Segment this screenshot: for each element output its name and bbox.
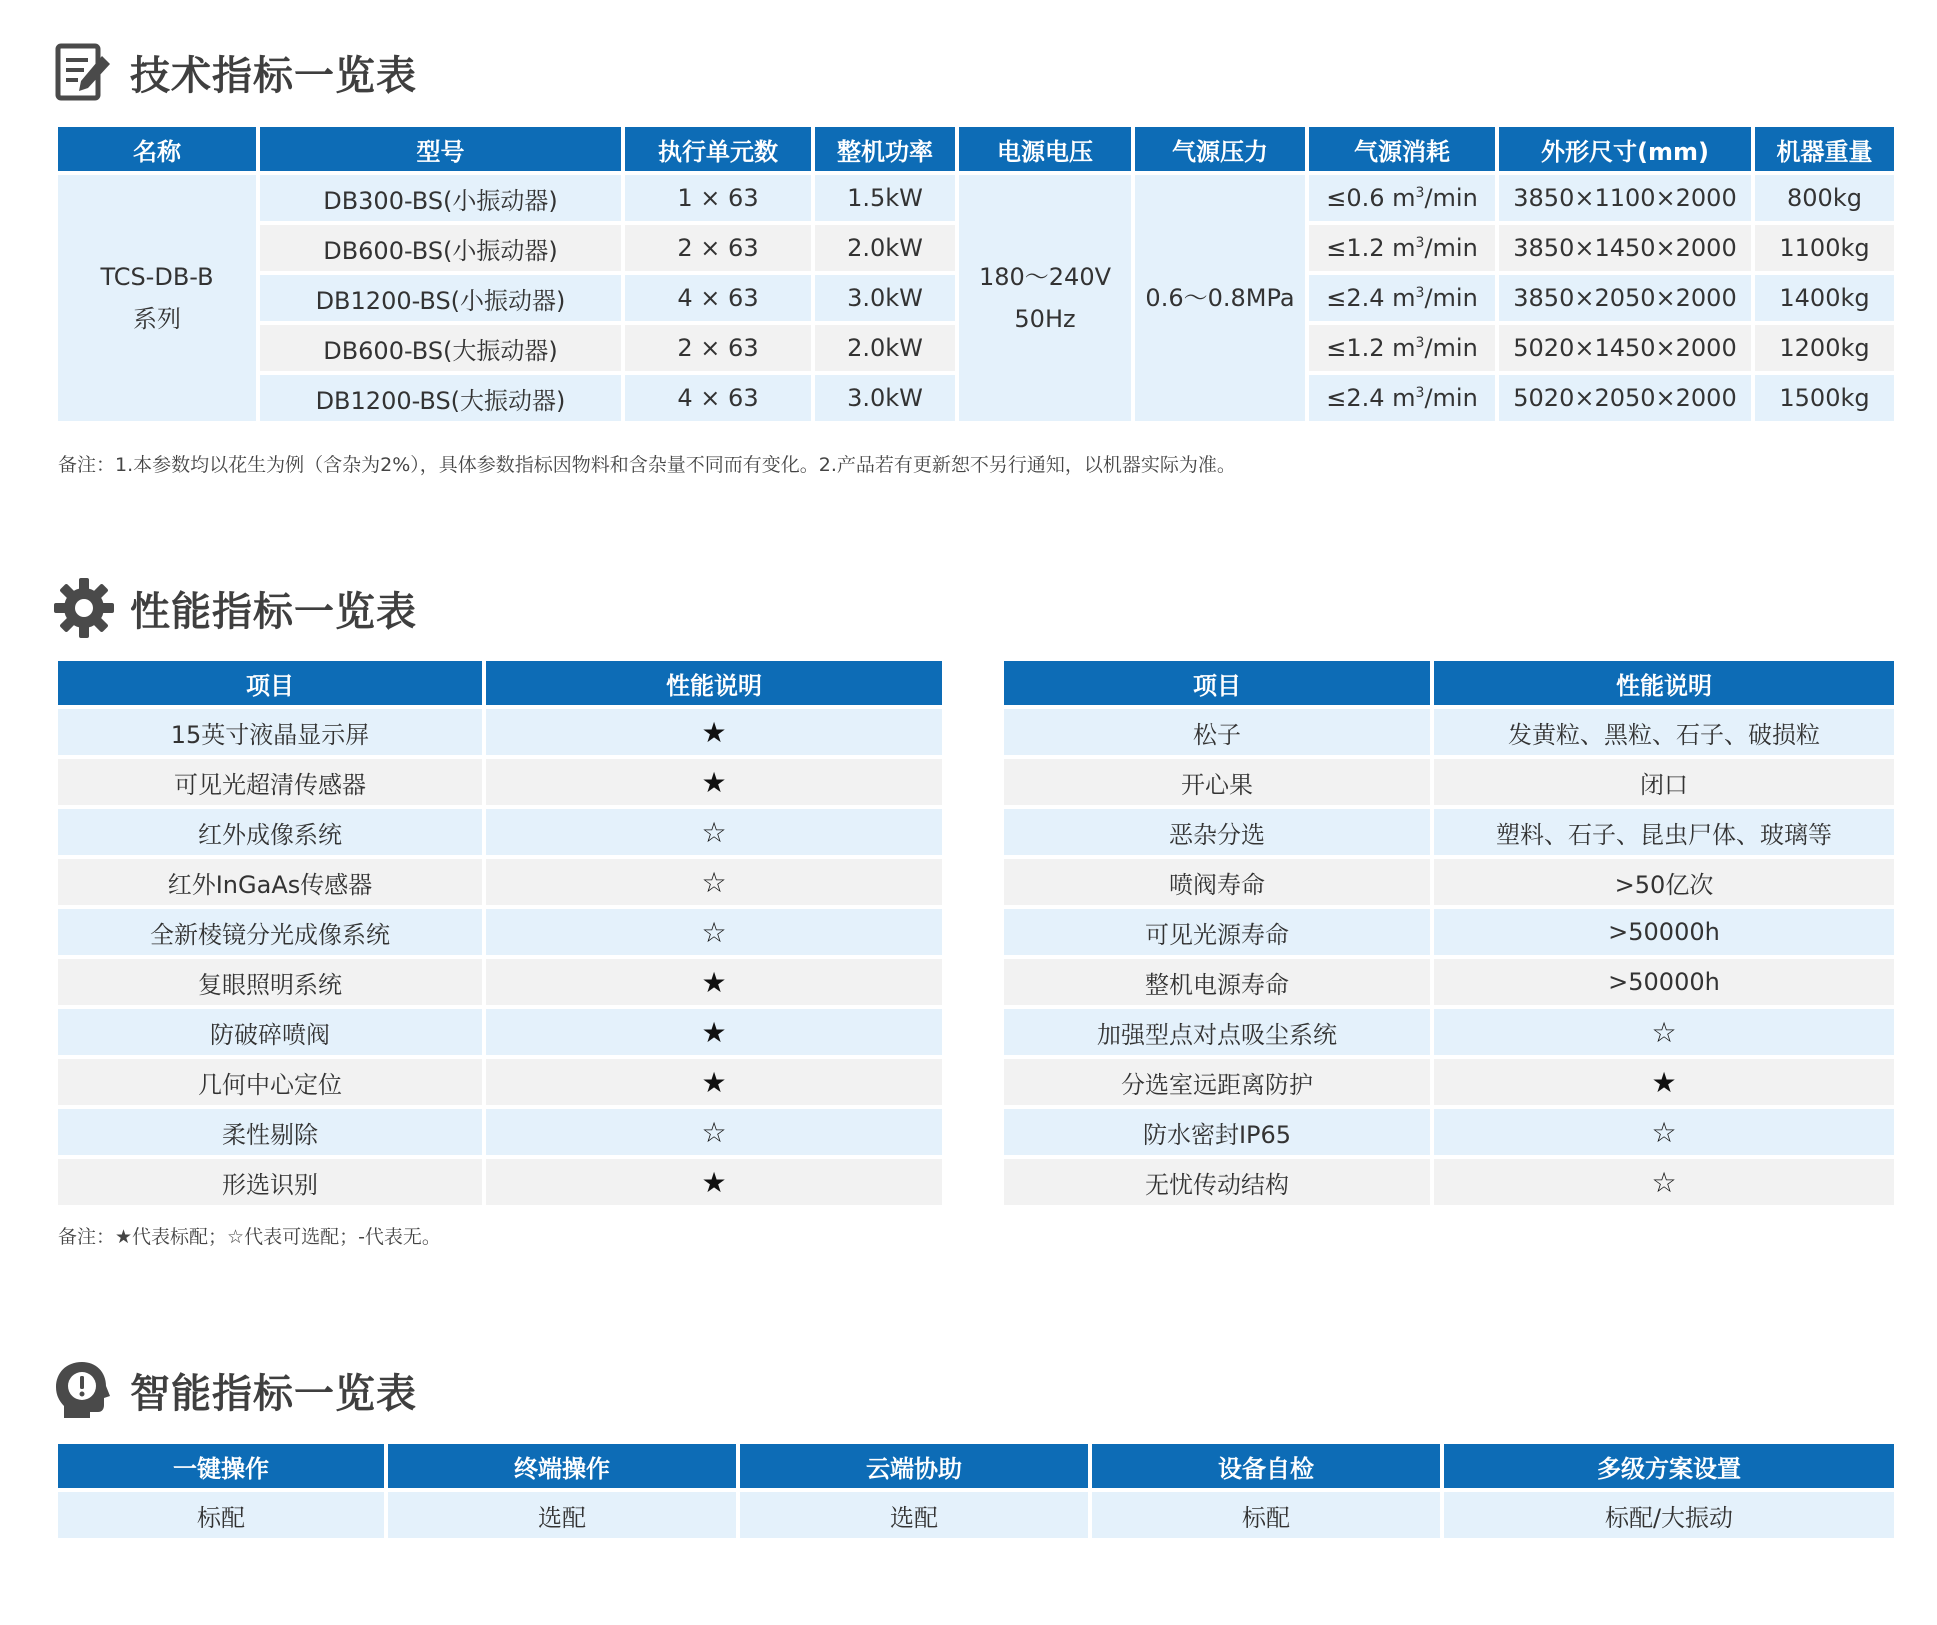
table-row	[1004, 1109, 1894, 1155]
air-consumption-cell: ≤2.4 $m^3/\min$	[1309, 375, 1495, 421]
head-alert-icon	[52, 1358, 116, 1422]
item-cell: 恶杂分选	[1004, 809, 1430, 855]
rating-cell: ★	[486, 709, 942, 755]
perf-right-table	[1000, 657, 1898, 1209]
table-row	[1004, 1159, 1894, 1205]
tech-header-cell: 电源电压	[959, 127, 1131, 171]
item-cell: 喷阀寿命	[1004, 859, 1430, 905]
tech-table	[54, 123, 1898, 425]
weight-cell: 800kg	[1755, 175, 1894, 221]
smart-value-cell: 标配	[1092, 1492, 1440, 1538]
size-cell: 3850×1100×2000	[1499, 175, 1751, 221]
tech-header-row	[58, 127, 1894, 171]
table-row	[58, 909, 942, 955]
tech-header-cell: 整机功率	[815, 127, 955, 171]
description-cell: >50000h	[1434, 959, 1894, 1005]
smart-header-cell: 终端操作	[388, 1444, 736, 1488]
smart-value-cell: 选配	[388, 1492, 736, 1538]
tech-header-cell: 气源消耗	[1309, 127, 1495, 171]
smart-header-cell: 多级方案设置	[1444, 1444, 1894, 1488]
item-cell: 全新棱镜分光成像系统	[58, 909, 482, 955]
table-row	[1004, 709, 1894, 755]
model-cell: DB300-BS(小振动器)	[260, 175, 621, 221]
series-name-line2: 系列	[133, 305, 181, 333]
table-row	[58, 175, 1894, 221]
tech-title: 技术指标一览表	[130, 52, 417, 99]
power-cell: 2.0kW	[815, 225, 955, 271]
table-row	[1004, 1059, 1894, 1105]
table-row	[58, 759, 942, 805]
pressure-cell: 0.6～0.8MPa	[1135, 175, 1305, 421]
rating-cell: ☆	[1434, 1009, 1894, 1055]
model-cell: DB600-BS(小振动器)	[260, 225, 621, 271]
perf-section-title	[52, 576, 417, 640]
weight-cell: 1200kg	[1755, 325, 1894, 371]
item-cell: 可见光源寿命	[1004, 909, 1430, 955]
tech-header-cell: 气源压力	[1135, 127, 1305, 171]
smart-header-cell: 云端协助	[740, 1444, 1088, 1488]
description-cell: >50000h	[1434, 909, 1894, 955]
table-row	[1004, 1009, 1894, 1055]
units-cell: 2 × 63	[625, 225, 811, 271]
gear-icon	[52, 576, 116, 640]
description-cell: 发黄粒、黑粒、石子、破损粒	[1434, 709, 1894, 755]
smart-value-cell: 标配	[58, 1492, 384, 1538]
model-cell: DB1200-BS(大振动器)	[260, 375, 621, 421]
smart-header-cell: 一键操作	[58, 1444, 384, 1488]
perf-right-header-cell: 项目	[1004, 661, 1430, 705]
item-cell: 可见光超清传感器	[58, 759, 482, 805]
perf-right-header-cell: 性能说明	[1434, 661, 1894, 705]
voltage-cell	[959, 175, 1131, 421]
table-row	[58, 1009, 942, 1055]
table-row	[1004, 959, 1894, 1005]
item-cell: 几何中心定位	[58, 1059, 482, 1105]
perf-title: 性能指标一览表	[130, 588, 417, 635]
item-cell: 无忧传动结构	[1004, 1159, 1430, 1205]
smart-value-cell: 选配	[740, 1492, 1088, 1538]
power-cell: 2.0kW	[815, 325, 955, 371]
rating-cell: ★	[486, 1009, 942, 1055]
units-cell: 4 × 63	[625, 275, 811, 321]
size-cell: 5020×2050×2000	[1499, 375, 1751, 421]
description-cell: 塑料、石子、昆虫尸体、玻璃等	[1434, 809, 1894, 855]
rating-cell: ☆	[1434, 1159, 1894, 1205]
table-row	[58, 809, 942, 855]
tech-header-cell: 机器重量	[1755, 127, 1894, 171]
rating-cell: ★	[486, 759, 942, 805]
units-cell: 1 × 63	[625, 175, 811, 221]
size-cell: 3850×1450×2000	[1499, 225, 1751, 271]
table-row	[58, 1159, 942, 1205]
description-cell: 闭口	[1434, 759, 1894, 805]
table-row	[58, 1492, 1894, 1538]
size-cell: 5020×1450×2000	[1499, 325, 1751, 371]
rating-cell: ☆	[486, 1109, 942, 1155]
table-row	[58, 709, 942, 755]
series-name-cell	[58, 175, 256, 421]
power-cell: 3.0kW	[815, 275, 955, 321]
table-row	[1004, 759, 1894, 805]
air-consumption-cell: ≤1.2 $m^3/\min$	[1309, 225, 1495, 271]
weight-cell: 1500kg	[1755, 375, 1894, 421]
tech-note: 备注：1.本参数均以花生为例（含杂为2%），具体参数指标因物料和含杂量不同而有变化。2.产品若有更新恕不另行通知，以机器实际为准。	[58, 454, 1236, 476]
table-row	[58, 1109, 942, 1155]
item-cell: 复眼照明系统	[58, 959, 482, 1005]
table-row	[58, 859, 942, 905]
tech-header-cell: 名称	[58, 127, 256, 171]
smart-title: 智能指标一览表	[130, 1370, 417, 1417]
item-cell: 红外InGaAs传感器	[58, 859, 482, 905]
item-cell: 防破碎喷阀	[58, 1009, 482, 1055]
item-cell: 15英寸液晶显示屏	[58, 709, 482, 755]
voltage-line1: 180～240V	[978, 263, 1112, 291]
item-cell: 整机电源寿命	[1004, 959, 1430, 1005]
tech-header-cell: 执行单元数	[625, 127, 811, 171]
perf-right-header-row	[1004, 661, 1894, 705]
item-cell: 形选识别	[58, 1159, 482, 1205]
model-cell: DB1200-BS(小振动器)	[260, 275, 621, 321]
rating-cell: ☆	[1434, 1109, 1894, 1155]
perf-left-header-cell: 性能说明	[486, 661, 942, 705]
units-cell: 2 × 63	[625, 325, 811, 371]
item-cell: 加强型点对点吸尘系统	[1004, 1009, 1430, 1055]
model-cell: DB600-BS(大振动器)	[260, 325, 621, 371]
perf-left-header-row	[58, 661, 942, 705]
perf-left-header-cell: 项目	[58, 661, 482, 705]
rating-cell: ☆	[486, 809, 942, 855]
weight-cell: 1100kg	[1755, 225, 1894, 271]
air-consumption-cell: ≤1.2 $m^3/\min$	[1309, 325, 1495, 371]
weight-cell: 1400kg	[1755, 275, 1894, 321]
power-cell: 1.5kW	[815, 175, 955, 221]
description-cell: >50亿次	[1434, 859, 1894, 905]
perf-left-table	[54, 657, 946, 1209]
item-cell: 防水密封IP65	[1004, 1109, 1430, 1155]
tech-section-title	[52, 40, 417, 104]
rating-cell: ★	[486, 1059, 942, 1105]
smart-header-cell: 设备自检	[1092, 1444, 1440, 1488]
voltage-line2: 50Hz	[1014, 305, 1076, 333]
item-cell: 开心果	[1004, 759, 1430, 805]
table-row	[1004, 909, 1894, 955]
series-name-line1: TCS-DB-B	[100, 263, 214, 291]
air-consumption-cell: ≤2.4 $m^3/\min$	[1309, 275, 1495, 321]
smart-section-title	[52, 1358, 417, 1422]
rating-cell: ★	[486, 959, 942, 1005]
table-row	[58, 1059, 942, 1105]
air-consumption-cell: ≤0.6 $m^3/\min$	[1309, 175, 1495, 221]
rating-cell: ☆	[486, 909, 942, 955]
smart-value-cell: 标配/大振动	[1444, 1492, 1894, 1538]
tech-header-cell: 型号	[260, 127, 621, 171]
rating-cell: ★	[486, 1159, 942, 1205]
rating-cell: ★	[1434, 1059, 1894, 1105]
rating-cell: ☆	[486, 859, 942, 905]
document-edit-icon	[52, 40, 116, 104]
table-row	[58, 959, 942, 1005]
table-row	[1004, 809, 1894, 855]
smart-table	[54, 1440, 1898, 1542]
units-cell: 4 × 63	[625, 375, 811, 421]
item-cell: 分选室远距离防护	[1004, 1059, 1430, 1105]
item-cell: 柔性剔除	[58, 1109, 482, 1155]
item-cell: 松子	[1004, 709, 1430, 755]
perf-note: 备注：★代表标配；☆代表可选配；-代表无。	[58, 1226, 441, 1248]
size-cell: 3850×2050×2000	[1499, 275, 1751, 321]
table-row	[1004, 859, 1894, 905]
smart-header-row	[58, 1444, 1894, 1488]
item-cell: 红外成像系统	[58, 809, 482, 855]
power-cell: 3.0kW	[815, 375, 955, 421]
tech-header-cell: 外形尺寸(mm)	[1499, 127, 1751, 171]
